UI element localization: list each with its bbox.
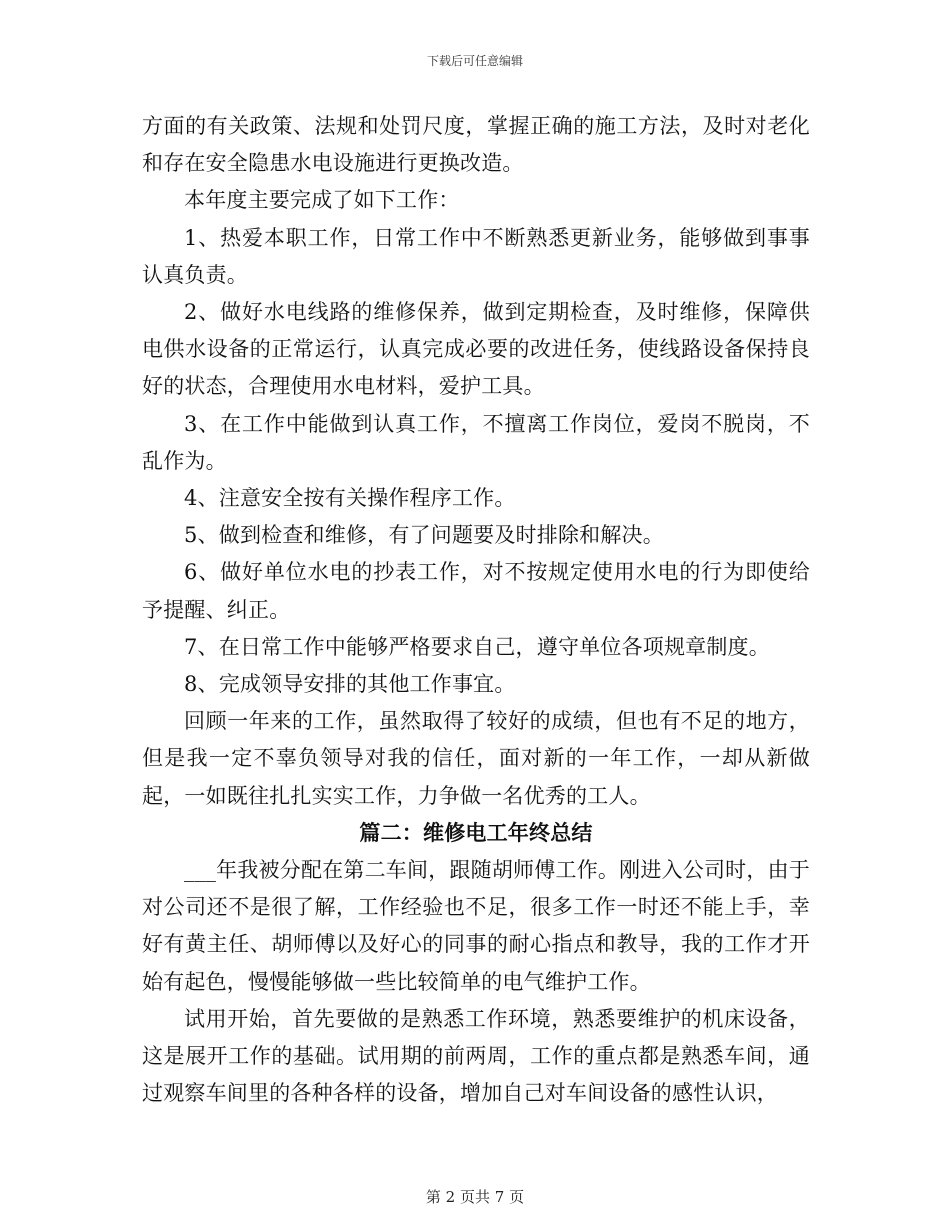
page-header: 下载后可任意编辑: [426, 54, 523, 68]
list-item: 3、在工作中能做到认真工作，不擅离工作岗位，爱岗不脱岗，不乱作为。: [142, 411, 810, 473]
list-item: 4、注意安全按有关操作程序工作。: [184, 486, 516, 511]
list-item: 2、做好水电线路的维修保养，做到定期检查，及时维修，保障供电供水设备的正常运行，认真完成必要的改进任务，使线路设备保持良好的状态，合理使用水电材料，爱护工具。: [142, 300, 810, 399]
paragraph: 回顾一年来的工作，虽然取得了较好的成绩，但也有不足的地方，但是我一定不辜负领导对我的信任，面对新的一年工作，一却从新做起，一如既往扎扎实实工作，力争做一名优秀的工人。: [142, 709, 810, 808]
list-item: 1、热爱本职工作，日常工作中不断熟悉更新业务，能够做到事事认真负责。: [142, 225, 810, 287]
list-item: 7、在日常工作中能够严格要求自己，遵守单位各项规章制度。: [184, 634, 770, 659]
page-number: 第 2 页共 7 页: [425, 1188, 525, 1206]
list-item: 6、做好单位水电的抄表工作，对不按规定使用水电的行为即使给予提醒、纠正。: [142, 560, 810, 622]
section-title: 篇二：维修电工年终总结: [359, 820, 593, 845]
list-item: 8、完成领导安排的其他工作事宜。: [184, 672, 516, 697]
paragraph: 方面的有关政策、法规和处罚尺度，掌握正确的施工方法，及时对老化和存在安全隐患水电设施进行更换改造。: [142, 114, 810, 176]
paragraph: 试用开始，首先要做的是熟悉工作环境，熟悉要维护的机床设备，这是展开工作的基础。试用期的前两周，工作的重点都是熟悉车间，通过观察车间里的各种各样的设备，增加自己对车间设备的感性认识，: [142, 1006, 810, 1106]
paragraph: ___年我被分配在第二车间，跟随胡师傅工作。刚进入公司时，由于对公司还不是很了解，工作经验也不足，很多工作一时还不能上手，幸好有黄主任、胡师傅以及好心的同事的耐心指点和教导，我的工作才开始有起色，慢慢能够做一些比较简单的电气维护工作。: [142, 858, 810, 994]
list-item: 5、做到检查和维修，有了问题要及时排除和解决。: [184, 523, 664, 548]
document-body: [142, 108, 810, 1112]
paragraph: 本年度主要完成了如下工作：: [184, 188, 460, 213]
